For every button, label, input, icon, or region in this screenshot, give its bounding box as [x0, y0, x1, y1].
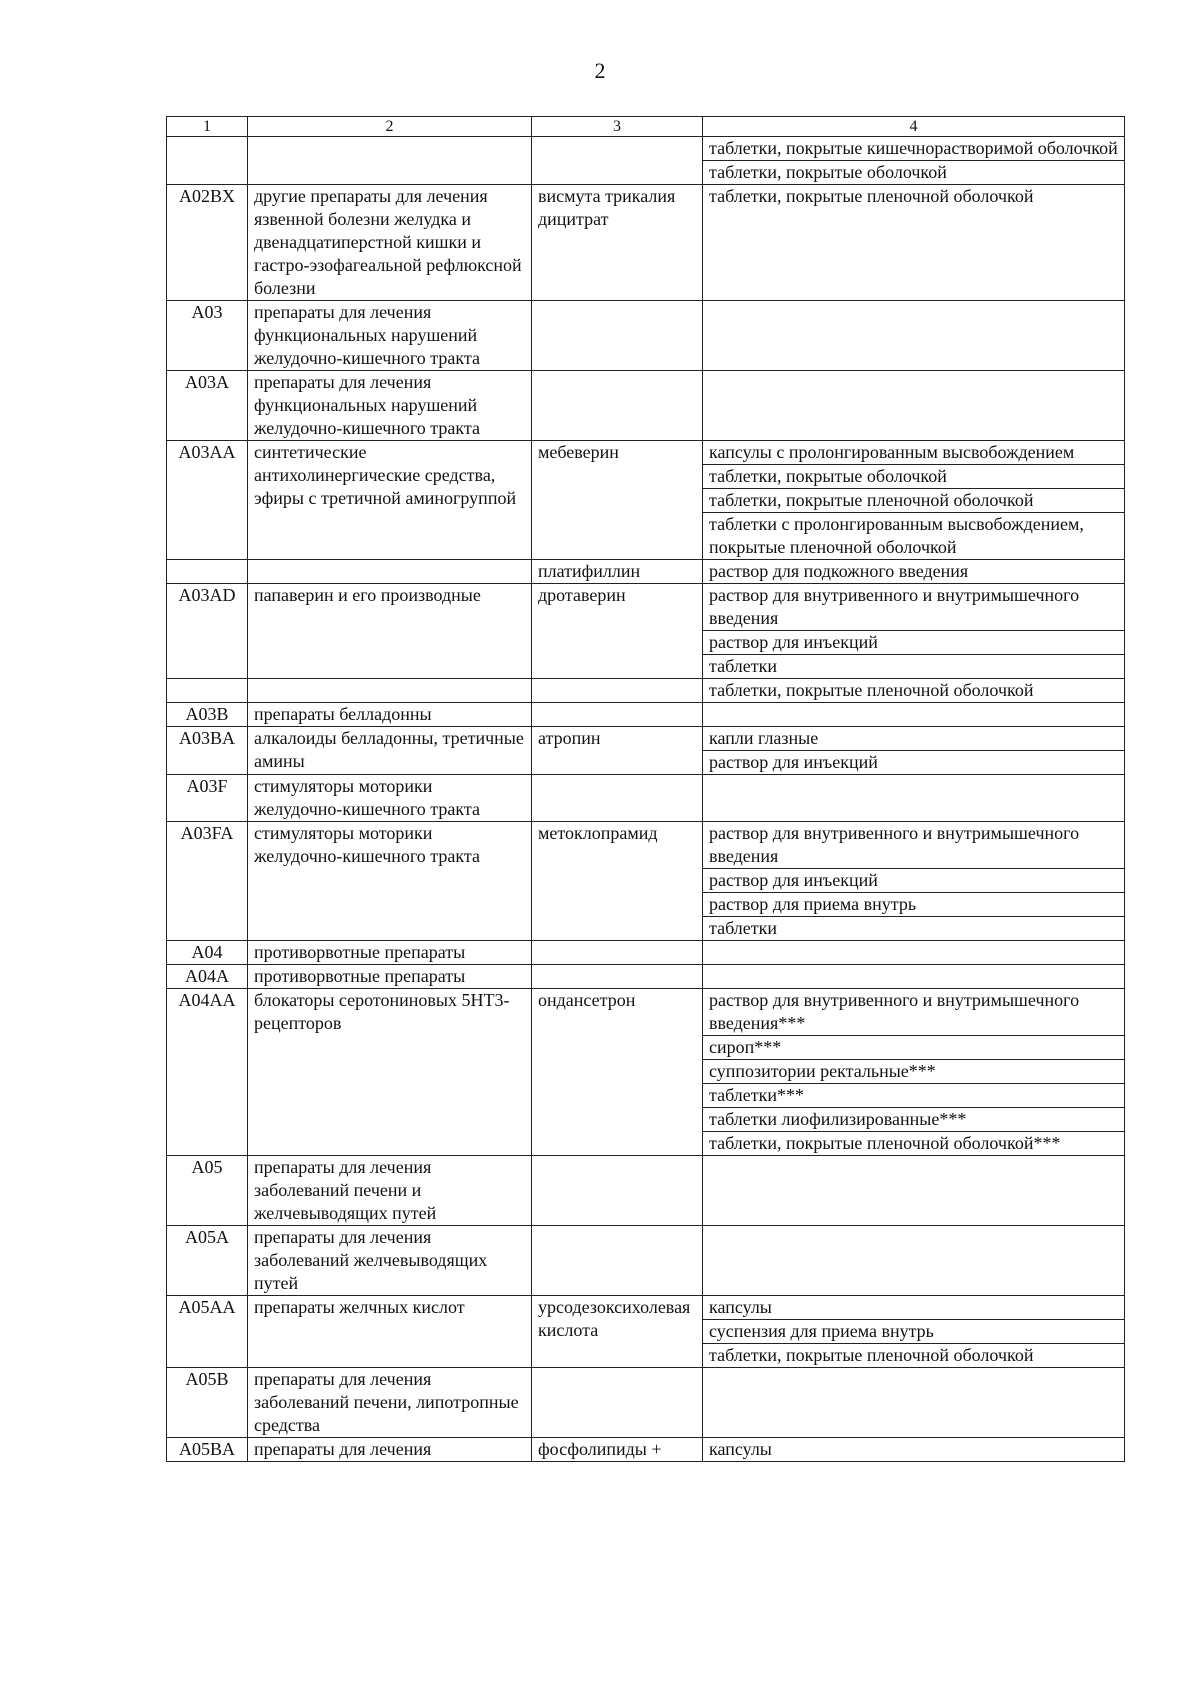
dosage-forms-cell — [703, 560, 1125, 584]
drug-name-cell — [532, 679, 703, 703]
drug-name-cell: висмута трикалия дицитрат — [532, 185, 703, 301]
dosage-form-item: раствор для внутривенного и внутримышечного введения*** — [709, 990, 1080, 1033]
table-row — [167, 185, 1125, 301]
table-row — [167, 1368, 1125, 1438]
dosage-form-item: сироп*** — [703, 1035, 1124, 1059]
dosage-forms-cell — [703, 441, 1125, 560]
table-row — [167, 137, 1125, 185]
dosage-forms-cell — [703, 185, 1125, 301]
pharmacological-group-cell — [248, 560, 532, 584]
dosage-form-item: раствор для внутривенного и внутримышечного введения — [709, 823, 1080, 866]
dosage-form-item: капли глазные — [709, 728, 819, 748]
dosage-form-item: таблетки с пролонгированным высвобождением, покрытые пленочной оболочкой — [703, 512, 1124, 559]
pharmacological-group-cell: препараты белладонны — [248, 703, 532, 727]
drug-name-cell — [532, 1368, 703, 1438]
dosage-form-item: таблетки, покрытые оболочкой — [703, 464, 1124, 488]
drug-name-cell: атропин — [532, 727, 703, 775]
pharmacological-group-cell: противорвотные препараты — [248, 965, 532, 989]
table-row — [167, 965, 1125, 989]
dosage-form-item: таблетки, покрытые пленочной оболочкой — [709, 186, 1034, 206]
pharmacological-group-cell: препараты для лечения — [248, 1438, 532, 1462]
drug-name-cell — [532, 703, 703, 727]
column-header: 2 — [248, 117, 532, 137]
dosage-form-item: таблетки, покрытые кишечнорастворимой оболочкой — [709, 138, 1118, 158]
table-row — [167, 679, 1125, 703]
table-row — [167, 1438, 1125, 1462]
pharmacological-group-cell: алкалоиды белладонны, третичные амины — [248, 727, 532, 775]
dosage-form-item: капсулы с пролонгированным высвобождением — [709, 442, 1075, 462]
drug-name-cell: фосфолипиды + — [532, 1438, 703, 1462]
dosage-forms-cell — [703, 1296, 1125, 1368]
dosage-forms-cell — [703, 137, 1125, 185]
drug-name-cell — [532, 137, 703, 185]
dosage-form-item: суппозитории ректальные*** — [703, 1059, 1124, 1083]
drug-name-cell — [532, 1156, 703, 1226]
table-row — [167, 989, 1125, 1156]
pharmacological-group-cell: папаверин и его производные — [248, 584, 532, 679]
dosage-form-item: капсулы — [709, 1297, 772, 1317]
dosage-forms-cell — [703, 679, 1125, 703]
column-header: 4 — [703, 117, 1125, 137]
atc-code-cell: A04AA — [167, 989, 248, 1156]
dosage-forms-cell — [703, 727, 1125, 775]
atc-code-cell: A05A — [167, 1226, 248, 1296]
dosage-form-item: таблетки, покрытые пленочной оболочкой — [703, 488, 1124, 512]
drug-name-cell — [532, 371, 703, 441]
atc-code-cell: A03BA — [167, 727, 248, 775]
atc-code-cell: A05B — [167, 1368, 248, 1438]
table-row — [167, 1296, 1125, 1368]
atc-code-cell: A05 — [167, 1156, 248, 1226]
dosage-form-item: раствор для внутривенного и внутримышечного введения — [709, 585, 1080, 628]
dosage-forms-cell — [703, 1226, 1125, 1296]
drug-name-cell — [532, 301, 703, 371]
drug-name-cell: ондансетрон — [532, 989, 703, 1156]
dosage-forms-cell — [703, 822, 1125, 941]
column-header: 3 — [532, 117, 703, 137]
pharmacological-group-cell: препараты для лечения заболеваний желчевыводящих путей — [248, 1226, 532, 1296]
dosage-form-item: таблетки, покрытые оболочкой — [703, 160, 1124, 184]
pharmacological-group-cell: препараты для лечения заболеваний печени, липотропные средства — [248, 1368, 532, 1438]
dosage-form-item: таблетки, покрытые пленочной оболочкой*** — [703, 1131, 1124, 1155]
dosage-form-item: раствор для инъекций — [703, 750, 1124, 774]
pharmacological-group-cell — [248, 679, 532, 703]
table-row — [167, 775, 1125, 822]
dosage-form-item: раствор для инъекций — [703, 868, 1124, 892]
atc-code-cell: A04 — [167, 941, 248, 965]
atc-code-cell — [167, 679, 248, 703]
atc-code-cell: A05AA — [167, 1296, 248, 1368]
dosage-form-item: таблетки — [703, 916, 1124, 940]
pharmacological-group-cell: блокаторы серотониновых 5HT3-рецепторов — [248, 989, 532, 1156]
dosage-forms-cell — [703, 941, 1125, 965]
atc-code-cell — [167, 137, 248, 185]
drug-name-cell: дротаверин — [532, 584, 703, 679]
drug-name-cell: урсодезоксихолевая кислота — [532, 1296, 703, 1368]
dosage-forms-cell — [703, 1156, 1125, 1226]
atc-code-cell: A02BX — [167, 185, 248, 301]
atc-code-cell: A03FA — [167, 822, 248, 941]
atc-code-cell: A03 — [167, 301, 248, 371]
dosage-forms-cell — [703, 371, 1125, 441]
dosage-forms-cell — [703, 584, 1125, 679]
dosage-forms-cell — [703, 703, 1125, 727]
drug-name-cell — [532, 965, 703, 989]
dosage-forms-cell — [703, 989, 1125, 1156]
table-header-row — [167, 117, 1125, 137]
dosage-form-item: раствор для приема внутрь — [703, 892, 1124, 916]
atc-code-cell: A03A — [167, 371, 248, 441]
dosage-form-item: раствор для инъекций — [703, 630, 1124, 654]
dosage-forms-cell — [703, 301, 1125, 371]
table-row — [167, 371, 1125, 441]
atc-code-cell: A03B — [167, 703, 248, 727]
drug-name-cell: платифиллин — [532, 560, 703, 584]
table-row — [167, 941, 1125, 965]
atc-code-cell — [167, 560, 248, 584]
dosage-form-item: таблетки, покрытые пленочной оболочкой — [703, 1343, 1124, 1367]
pharmacological-group-cell: препараты для лечения заболеваний печени и желчевыводящих путей — [248, 1156, 532, 1226]
dosage-forms-cell — [703, 1368, 1125, 1438]
pharmacological-group-cell: противорвотные препараты — [248, 941, 532, 965]
drug-name-cell — [532, 941, 703, 965]
pharmacological-group-cell: препараты желчных кислот — [248, 1296, 532, 1368]
dosage-form-item: таблетки*** — [703, 1083, 1124, 1107]
pharmacological-group-cell: стимуляторы моторики желудочно-кишечного тракта — [248, 822, 532, 941]
pharmacological-group-cell: синтетические антихолинергические средства, эфиры с третичной аминогруппой — [248, 441, 532, 560]
table-row — [167, 1226, 1125, 1296]
table-row — [167, 584, 1125, 679]
dosage-form-item: таблетки лиофилизированные*** — [703, 1107, 1124, 1131]
table-row — [167, 560, 1125, 584]
drug-name-cell: метоклопрамид — [532, 822, 703, 941]
column-header: 1 — [167, 117, 248, 137]
pharmacological-group-cell: стимуляторы моторики желудочно-кишечного тракта — [248, 775, 532, 822]
table-row — [167, 822, 1125, 941]
table-row — [167, 441, 1125, 560]
pharmacological-group-cell: препараты для лечения функциональных нарушений желудочно-кишечного тракта — [248, 301, 532, 371]
dosage-form-item: суспензия для приема внутрь — [703, 1319, 1124, 1343]
atc-code-cell: A04A — [167, 965, 248, 989]
table-row — [167, 703, 1125, 727]
atc-code-cell: A03F — [167, 775, 248, 822]
pharmacological-group-cell — [248, 137, 532, 185]
drug-name-cell: мебеверин — [532, 441, 703, 560]
dosage-forms-cell — [703, 775, 1125, 822]
dosage-forms-cell — [703, 1438, 1125, 1462]
dosage-form-item: капсулы — [709, 1439, 772, 1459]
pharmacological-group-cell: другие препараты для лечения язвенной болезни желудка и двенадцатиперстной кишки и гастро-эзофагеальной рефлюксной болезни — [248, 185, 532, 301]
atc-code-cell: A03AD — [167, 584, 248, 679]
drug-name-cell — [532, 1226, 703, 1296]
dosage-form-item: таблетки — [703, 654, 1124, 678]
table-row — [167, 727, 1125, 775]
dosage-form-item: таблетки, покрытые пленочной оболочкой — [709, 680, 1034, 700]
pharmacological-group-cell: препараты для лечения функциональных нарушений желудочно-кишечного тракта — [248, 371, 532, 441]
table-row — [167, 301, 1125, 371]
drug-list-table — [166, 116, 1125, 1462]
table-body — [167, 137, 1125, 1462]
table-row — [167, 1156, 1125, 1226]
dosage-form-item: раствор для подкожного введения — [709, 561, 969, 581]
page-number: 2 — [594, 58, 606, 83]
dosage-forms-cell — [703, 965, 1125, 989]
atc-code-cell: A05BA — [167, 1438, 248, 1462]
atc-code-cell: A03AA — [167, 441, 248, 560]
drug-name-cell — [532, 775, 703, 822]
